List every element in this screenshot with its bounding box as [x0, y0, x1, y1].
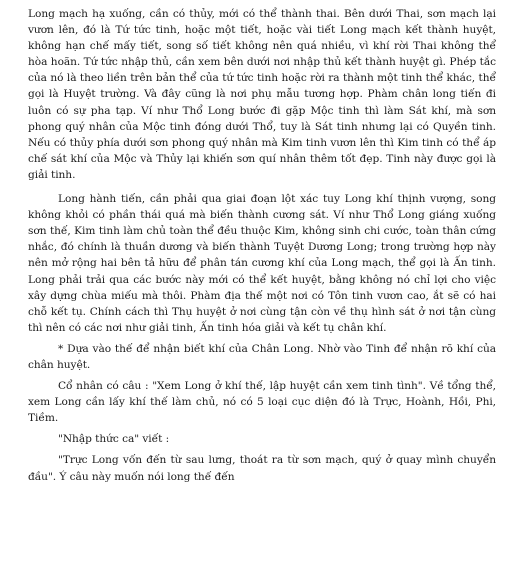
paragraph-nhap-thuc-ca: "Nhập thức ca" viết :	[58, 433, 170, 446]
document-page	[28, 6, 496, 581]
paragraph-long-mach: Long mạch hạ xuống, cần có thủy, mới có thể thành thai. Bên dưới Thai, sơn mạch lại vươn lên, đó là Tứ tức tinh, hoặc một tiết, hoặc vài tiết Long mạch kết thành huyệt, không hạn chế mấy tiết, song số tiết không nên quá nhiều, vì khí rời Thai không thể hòa hoãn. Tứ tức nhập thủ, cần xem bên dưới nơi nhập thủ kết thành huyệt gì. Phép tắc của nó là theo liền trên bản thể của tứ tức tinh hoặc rời ra thành một tinh thể khác, thể gọi là Huyệt trường. Và đây cũng là nơi phụ mẫu tương hợp. Phàm chân long tiến đi luôn có sự pha tạp. Ví như Thổ Long bước đi gặp Mộc tinh thì làm Sát khí, mà sơn phong quý nhân của Mộc tinh đóng dưới Thổ, tuy là Sát tinh nhưng lại có Quyền tinh. Nếu có thủy phía dưới sơn phong quý nhân mà Kim tinh vươn lên thì Kim tinh có thể áp chế sát khí của Mộc và Thủy lại khiến sơn quí nhân thêm tốt đẹp. Tinh này được gọi là giải tinh.	[28, 8, 496, 181]
paragraph-truc-long: "Trực Long vốn đến từ sau lưng, thoát ra từ sơn mạch, quý ở quay mình chuyển đầu". Ý câu này muốn nói long thế đến	[28, 454, 496, 483]
paragraph-co-nhan: Cổ nhân có câu : "Xem Long ở khí thế, lập huyệt cần xem tinh tình". Về tổng thể, xem Long cần lấy khí thế làm chủ, nó có 5 loại cục diện đó là Trực, Hoành, Hồi, Phi, Tiềm.	[28, 380, 496, 425]
paragraph-long-hanh-tien: Long hành tiến, cần phải qua giai đoạn lột xác tuy Long khí thịnh vượng, song không khỏi có phần thái quá mà biến thành cương sát. Ví như Thổ Long giáng xuống sơn thế, Kim tinh làm chủ toàn thể đều thuộc Kim, không sinh chi cước, toàn thân cứng nhắc, đó chính là thuần dương và biến thành Tuyệt Dương Long; trong trường hợp này nên mở rộng hai bên tả hữu để phân tán cương khí của Long mạch, thể gọi là Ấn tinh. Long phải trải qua các bước này mới có thể kết huyệt, bằng không nó chỉ lợi cho việc xây dựng chùa miếu mà thôi. Phàm địa thế một nơi có Tôn tinh vươn cao, ắt sẽ có hai chỗ kết tụ. Chính cách thì Thụ huyệt ở nơi cùng tận còn về thụ hình sát ở nơi tận cùng thì nên có các nơi như giải tinh, Ấn tinh hóa giải và kết tụ chân khí.	[28, 193, 496, 334]
paragraph-bullet-chan-long: * Dựa vào thế để nhận biết khí của Chân Long. Nhờ vào Tinh để nhận rõ khí của chân huyệt.	[28, 342, 496, 371]
